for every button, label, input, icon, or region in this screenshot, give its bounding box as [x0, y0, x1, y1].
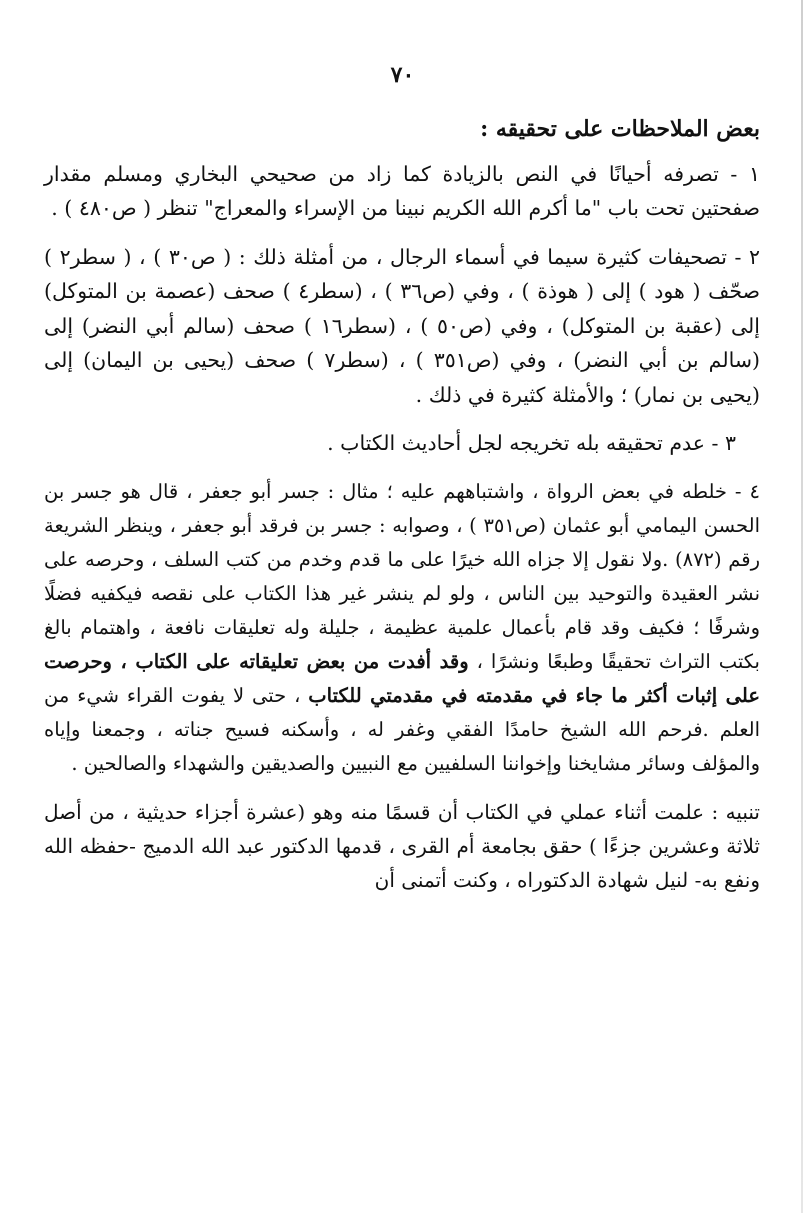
note-paragraph-4 [44, 475, 760, 781]
section-title: بعض الملاحظات على تحقيقه : [480, 116, 760, 142]
paragraph-4-text-end: ، حتى لا يفوت القراء شيء من العلم .فرحم الله الشيخ حامدًا الفقي وغفر له ، وأسكنه فسيح جناته ، وجمعنا وإياه والمؤلف وسائر مشايخنا وإخواننا السلفيين مع النبيين والصديقين والشهداء والصالحين . [44, 683, 760, 775]
paragraph-4-text-start: ٤ - خلطه في بعض الرواة ، واشتباههم عليه ؛ مثال : جسر أبو جعفر ، قال هو جسر بن الحسن اليمامي أبو عثمان (ص٣٥١ ) ، وصوابه : جسر بن فرقد أبو جعفر ، وينظر الشريعة رقم (٨٧٢) .ولا نقول إلا جزاه الله خيرًا على ما قدم وخدم من كتب السلف ، وحرصه على نشر العقيدة والتوحيد بين الناس ، ولو لم ينشر غير هذا الكتاب على نقصه فيكفيه فضلًا وشرفًا ؛ فكيف وقد قام بأعمال علمية عظيمة ، جليلة وله تعليقات نافعة ، واهتمام بالغ بكتب التراث تحقيقًا وطبعًا ونشرًا ، [44, 479, 760, 673]
paragraph-4-bold-text: وقد أفدت من بعض تعليقاته على الكتاب ، وحرصت على إثبات أكثر ما جاء في مقدمته في مقدمتي للكتاب [44, 649, 760, 707]
page-content [44, 112, 760, 911]
note-paragraph-1: ١ - تصرفه أحيانًا في النص بالزيادة كما زاد من صحيحي البخاري ومسلم مقدار صفحتين تحت باب "ما أكرم الله الكريم نبينا من الإسراء والمعراج" تنظر ( ص٤٨٠ ) . [44, 161, 760, 220]
warning-note: تنبيه : علمت أثناء عملي في الكتاب أن قسمًا منه وهو (عشرة أجزاء حديثية ، من أصل ثلاثة وعشرين جزءًا ) حقق بجامعة أم القرى ، قدمها الدكتور عبد الله الدميج -حفظه الله ونفع به- لنيل شهادة الدكتوراه ، وكنت أتمنى أن [44, 799, 760, 892]
note-paragraph-3: ٣ - عدم تحقيقه بله تخريجه لجل أحاديث الكتاب . [327, 431, 736, 455]
page-number: ٧٠ [390, 62, 415, 88]
page-edge-line [801, 0, 803, 1213]
note-paragraph-2: ٢ - تصحيفات كثيرة سيما في أسماء الرجال ، من أمثلة ذلك : ( ص٣٠ ) ، ( سطر٢ ) صحّف ( هود ) إلى ( هوذة ) ، وفي (ص٣٦ ) ، (سطر٤ ) صحف (عصمة بن المتوكل) إلى (عقبة بن المتوكل) ، وفي (ص٥٠ ) ، (سطر١٦ ) صحف (سالم أبي النضر) إلى (سالم بن أبي النضر) ، وفي (ص٣٥١ ) ، (سطر٧ ) صحف (يحيى بن اليمان) إلى (يحيى بن نمار) ؛ والأمثلة كثيرة في ذلك . [44, 244, 761, 407]
